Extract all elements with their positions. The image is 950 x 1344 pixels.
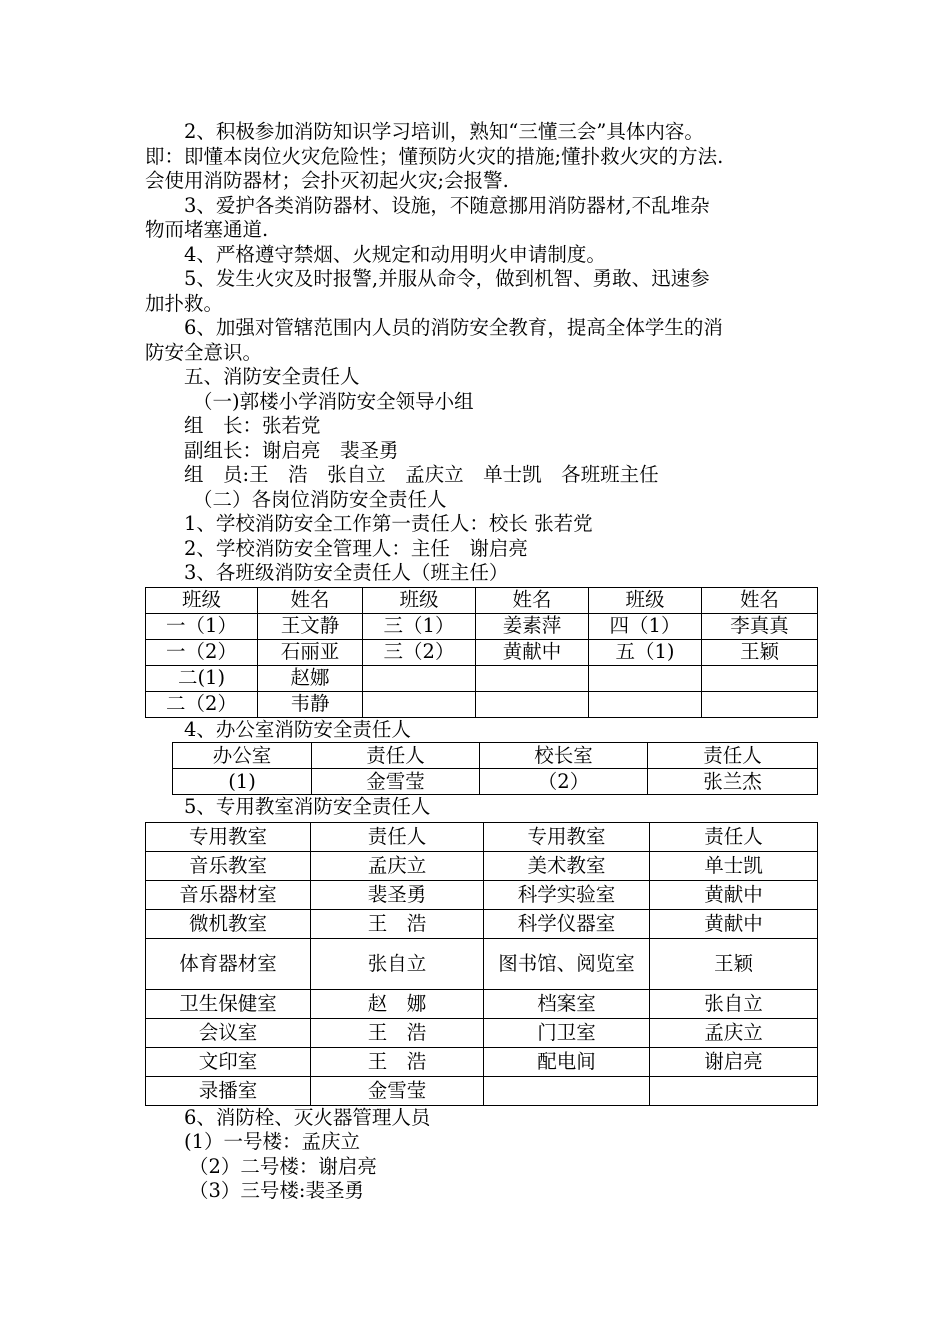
table-row: [146, 1018, 818, 1047]
header-cell: 姓名: [702, 587, 818, 613]
special-room-heading: 5、专用教室消防安全责任人: [184, 795, 431, 818]
table-cell: [484, 1076, 650, 1105]
paragraph-5: [145, 267, 817, 316]
table-cell: 姜素萍: [476, 613, 589, 639]
table-cell: 配电间: [484, 1047, 650, 1076]
table-cell: [476, 665, 589, 691]
office-responsible-table: [172, 742, 818, 795]
header-cell: 班级: [363, 587, 476, 613]
first-responsible: 1、学校消防安全工作第一责任人：校长 张若党: [184, 512, 593, 535]
table-cell: 微机教室: [146, 909, 311, 938]
table-row: [146, 639, 818, 665]
table-row: [173, 769, 818, 795]
header-cell: 校长室: [480, 743, 648, 769]
table-cell: 黄献中: [476, 639, 589, 665]
table-cell: 裴圣勇: [311, 880, 484, 909]
group-title: （一)郭楼小学消防安全领导小组: [193, 389, 474, 413]
table-cell: 王文静: [258, 613, 363, 639]
table-cell: [702, 691, 818, 717]
table-cell: 三（1）: [363, 613, 476, 639]
section-title: 五、消防安全责任人: [184, 365, 360, 388]
building-3-manager: （3）三号楼:裴圣勇: [189, 1179, 364, 1202]
group-deputy: 副组长：谢启亮 裴圣勇: [184, 438, 399, 462]
table-cell: 一（2）: [146, 639, 258, 665]
office-responsible-heading: 4、办公室消防安全责任人: [184, 717, 411, 741]
table-cell: [702, 665, 818, 691]
table-cell: 孟庆立: [650, 1018, 818, 1047]
paragraph-3: [145, 194, 817, 243]
table-cell: [476, 691, 589, 717]
table-cell: 录播室: [146, 1076, 311, 1105]
table-cell: 王 浩: [311, 909, 484, 938]
table-cell: 文印室: [146, 1047, 311, 1076]
table-row: [146, 665, 818, 691]
table-cell: 会议室: [146, 1018, 311, 1047]
table-cell: 四（1）: [589, 613, 702, 639]
header-cell: 班级: [146, 587, 258, 613]
table-cell: [363, 665, 476, 691]
table-row: [146, 1047, 818, 1076]
table-cell: 金雪莹: [312, 769, 480, 795]
table-cell: [363, 691, 476, 717]
header-cell: 专用教室: [484, 822, 650, 851]
table-cell: 门卫室: [484, 1018, 650, 1047]
header-cell: 责任人: [648, 743, 818, 769]
table-cell: 档案室: [484, 989, 650, 1018]
class-responsible-heading: 3、各班级消防安全责任人（班主任）: [184, 561, 509, 584]
table-cell: 一（1）: [146, 613, 258, 639]
table-cell: 张自立: [311, 938, 484, 989]
table-cell: 韦静: [258, 691, 363, 717]
paragraph-line: 防安全意识。: [145, 340, 263, 364]
posts-title: （二）各岗位消防安全责任人: [193, 487, 447, 511]
table-cell: 音乐教室: [146, 851, 311, 880]
header-cell: 专用教室: [146, 822, 311, 851]
table-cell: 王 浩: [311, 1018, 484, 1047]
table-cell: 二(1): [146, 665, 258, 691]
table-cell: 赵 娜: [311, 989, 484, 1018]
document-content: [145, 120, 817, 1204]
paragraph-line: 加扑救。: [145, 291, 224, 315]
table-cell: 美术教室: [484, 851, 650, 880]
table-cell: 卫生保健室: [146, 989, 311, 1018]
paragraph-line: 物而堵塞通道.: [145, 218, 269, 241]
table-cell: 李真真: [702, 613, 818, 639]
table-header-row: [146, 587, 818, 613]
group-members: 组 员:王 浩 张自立 孟庆立 单士凯 各班班主任: [184, 463, 659, 486]
table-cell: 科学仪器室: [484, 909, 650, 938]
table-row: [146, 938, 818, 989]
class-responsible-table: [145, 587, 818, 718]
paragraph-line: 4、严格遵守禁烟、火规定和动用明火申请制度。: [184, 242, 606, 266]
building-2-manager: （2）二号楼：谢启亮: [189, 1154, 377, 1178]
table-cell: 石丽亚: [258, 639, 363, 665]
table-cell: 孟庆立: [311, 851, 484, 880]
header-cell: 责任人: [311, 822, 484, 851]
header-cell: 责任人: [312, 743, 480, 769]
header-cell: 办公室: [173, 743, 312, 769]
paragraph-line: 5、发生火灾及时报警,并服从命令，做到机智、勇敢、迅速参: [184, 267, 710, 290]
table-cell: 二（2）: [146, 691, 258, 717]
table-cell: (1): [173, 769, 312, 795]
table-header-row: [173, 743, 818, 769]
table-cell: 图书馆、阅览室: [484, 938, 650, 989]
table-cell: 黄献中: [650, 880, 818, 909]
extinguisher-heading: 6、消防栓、灭火器管理人员: [184, 1105, 431, 1129]
table-cell: 张兰杰: [648, 769, 818, 795]
table-row: [146, 691, 818, 717]
table-cell: 谢启亮: [650, 1047, 818, 1076]
safety-manager: 2、学校消防安全管理人：主任 谢启亮: [184, 536, 528, 560]
special-room-table: [145, 822, 818, 1106]
paragraph-line: 2、积极参加消防知识学习培训，熟知“三懂三会”具体内容。: [184, 120, 704, 143]
table-cell: 赵娜: [258, 665, 363, 691]
table-cell: 王 浩: [311, 1047, 484, 1076]
paragraph-line: 3、爱护各类消防器材、设施，不随意挪用消防器材,不乱堆杂: [184, 193, 710, 217]
header-cell: 姓名: [258, 587, 363, 613]
paragraph-4: [145, 243, 817, 268]
table-cell: 三（2）: [363, 639, 476, 665]
table-cell: 黄献中: [650, 909, 818, 938]
table-cell: （2）: [480, 769, 648, 795]
table-cell: [650, 1076, 818, 1105]
header-cell: 姓名: [476, 587, 589, 613]
table-cell: 王颖: [702, 639, 818, 665]
table-cell: 科学实验室: [484, 880, 650, 909]
table-row: [146, 1076, 818, 1105]
table-cell: 体育器材室: [146, 938, 311, 989]
table-cell: 五（1): [589, 639, 702, 665]
building-1-manager: (1）一号楼：孟庆立: [184, 1130, 361, 1153]
paragraph-6: [145, 316, 817, 365]
paragraph-line: 6、加强对管辖范围内人员的消防安全教育，提高全体学生的消: [184, 316, 723, 339]
table-cell: 单士凯: [650, 851, 818, 880]
table-row: [146, 613, 818, 639]
paragraph-2: [145, 120, 817, 194]
table-cell: 音乐器材室: [146, 880, 311, 909]
table-row: [146, 909, 818, 938]
header-cell: 责任人: [650, 822, 818, 851]
table-header-row: [146, 822, 818, 851]
paragraph-line: 会使用消防器材；会扑灭初起火灾;会报警.: [145, 169, 509, 192]
table-cell: 金雪莹: [311, 1076, 484, 1105]
header-cell: 班级: [589, 587, 702, 613]
table-cell: 王颖: [650, 938, 818, 989]
table-cell: [589, 691, 702, 717]
table-row: [146, 851, 818, 880]
paragraph-line: 即：即懂本岗位火灾危险性；懂预防火灾的措施;懂扑救火灾的方法.: [145, 144, 724, 168]
table-cell: 张自立: [650, 989, 818, 1018]
group-leader: 组 长：张若党: [184, 414, 321, 437]
table-row: [146, 989, 818, 1018]
table-cell: [589, 665, 702, 691]
table-row: [146, 880, 818, 909]
